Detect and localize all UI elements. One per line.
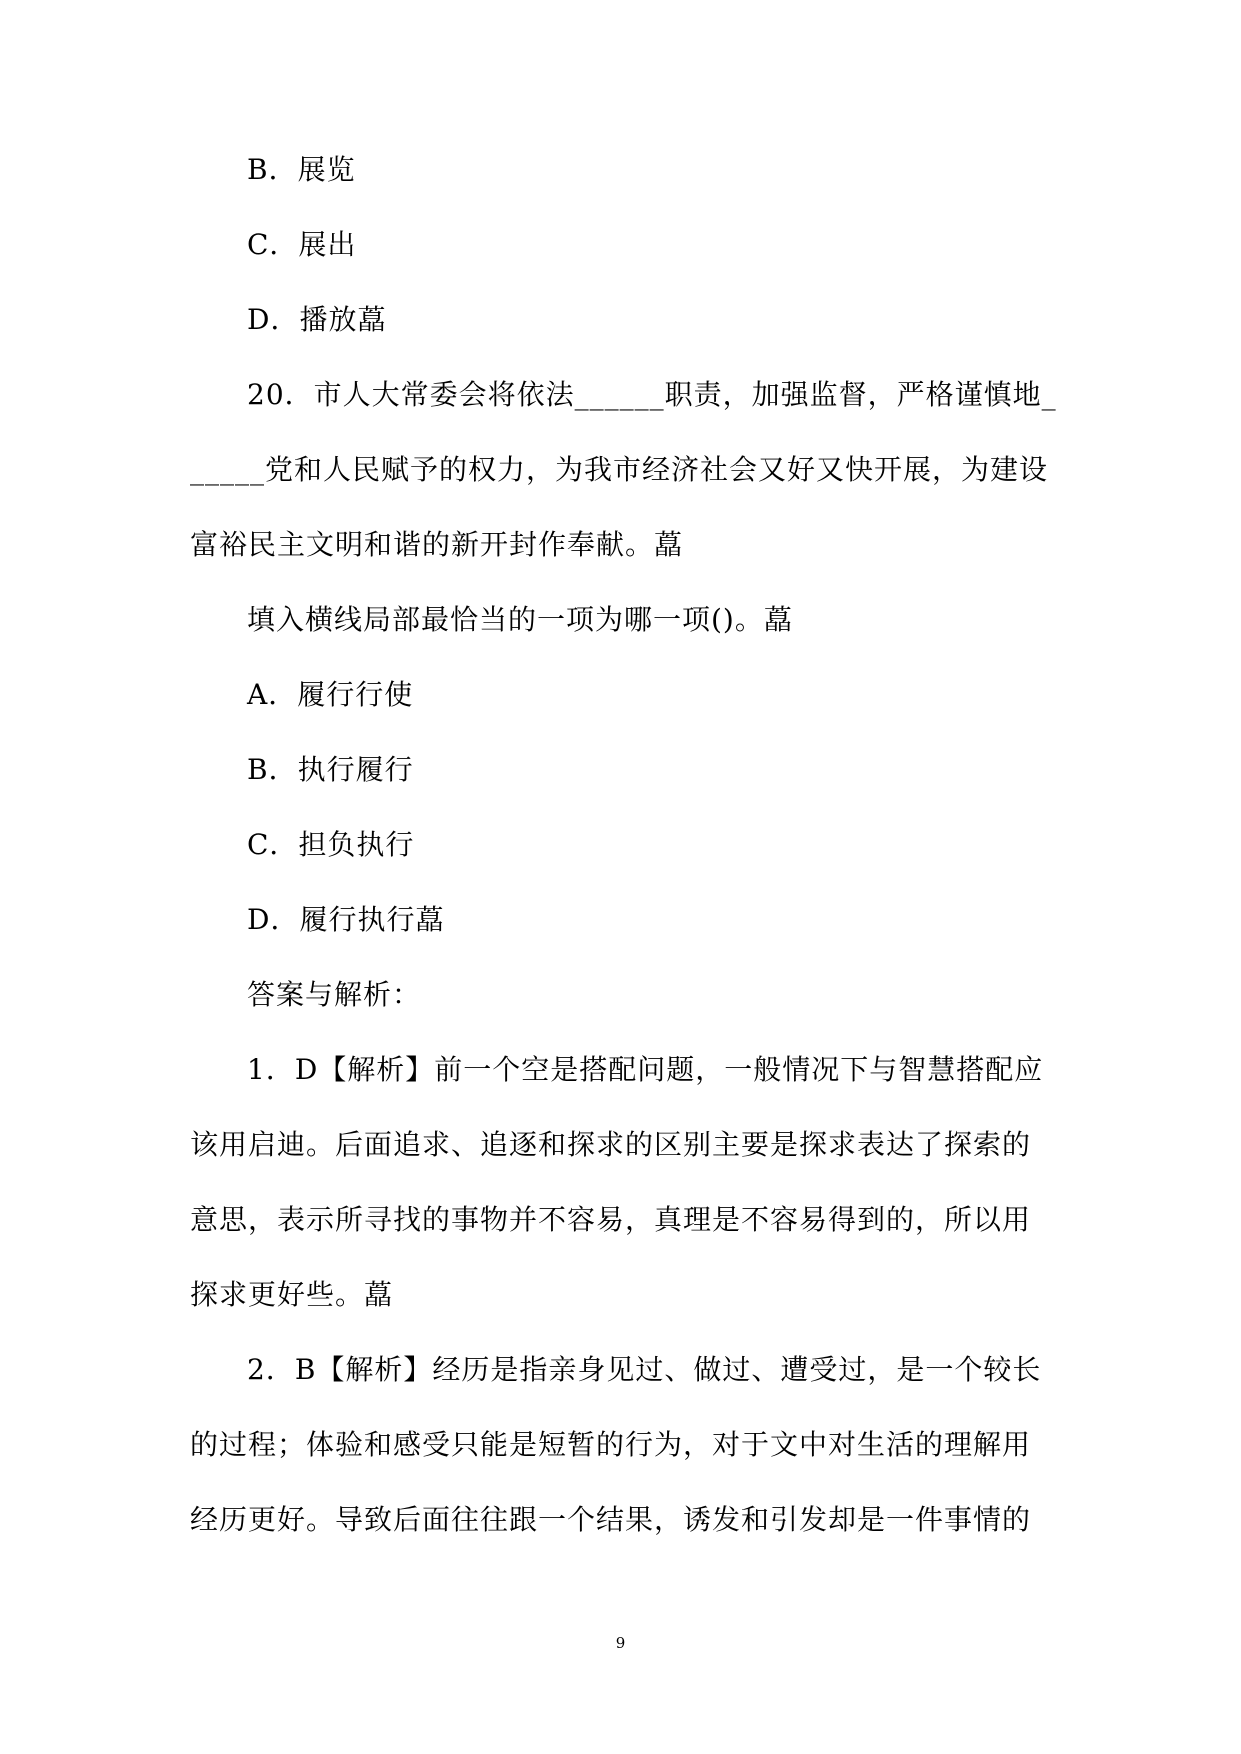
answer1-line2: 该用启迪。后面追求、追逐和探求的区别主要是探求表达了探索的 bbox=[190, 1128, 1032, 1161]
q19-option-d: D．播放藠 bbox=[247, 303, 387, 336]
answer2-line3: 经历更好。导致后面往往跟一个结果，诱发和引发却是一件事情的 bbox=[190, 1503, 1032, 1536]
q20-prompt: 填入横线局部最恰当的一项为哪一项()。藠 bbox=[247, 603, 793, 636]
q19-option-c: C．展出 bbox=[247, 228, 357, 261]
answer2-line1: 2．B【解析】经历是指亲身见过、做过、遭受过，是一个较长 bbox=[247, 1353, 1042, 1386]
answer2-line2: 的过程；体验和感受只能是短暂的行为，对于文中对生活的理解用 bbox=[190, 1428, 1032, 1461]
q20-option-b: B．执行履行 bbox=[247, 753, 414, 786]
q20-option-a: A．履行行使 bbox=[247, 678, 414, 711]
answer1-line3: 意思，表示所寻找的事物并不容易，真理是不容易得到的，所以用 bbox=[190, 1203, 1032, 1236]
q20-stem-line2: _____党和人民赋予的权力，为我市经济社会又好又快开展，为建设 bbox=[190, 453, 1049, 486]
q20-stem-line1: 20．市人大常委会将依法______职责，加强监督，严格谨慎地_ bbox=[247, 378, 1057, 411]
answer1-line1: 1．D【解析】前一个空是搭配问题，一般情况下与智慧搭配应 bbox=[247, 1053, 1044, 1086]
q20-option-c: C．担负执行 bbox=[247, 828, 415, 861]
answers-heading: 答案与解析： bbox=[247, 978, 422, 1011]
page-number: 9 bbox=[615, 1634, 626, 1652]
q19-option-b: B．展览 bbox=[247, 153, 356, 186]
q20-stem-line3: 富裕民主文明和谐的新开封作奉献。藠 bbox=[190, 528, 684, 561]
q20-option-d: D．履行执行藠 bbox=[247, 903, 445, 936]
answer1-line4: 探求更好些。藠 bbox=[190, 1278, 394, 1311]
